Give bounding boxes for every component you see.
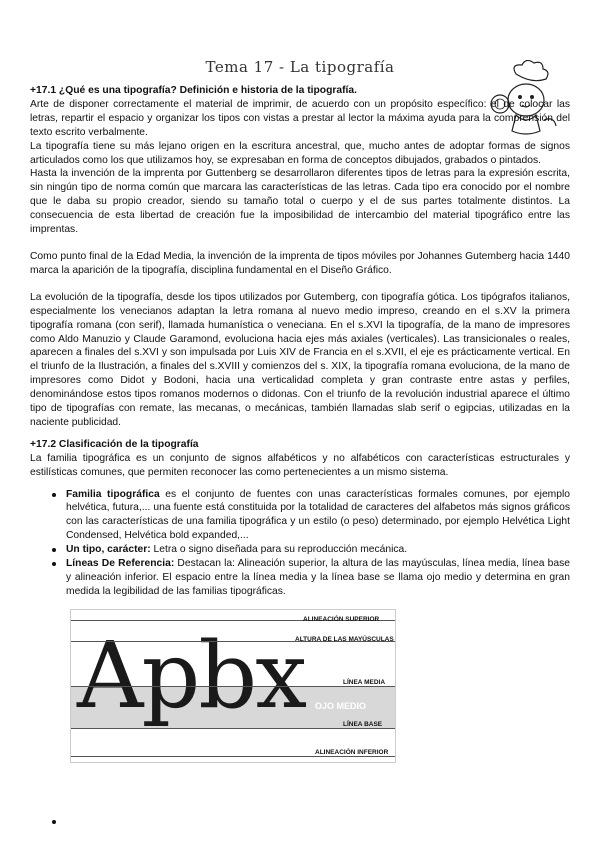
list-item-term: Un tipo, carácter: — [66, 544, 151, 556]
section-2-heading: +17.2 Clasificación de la tipografía — [30, 438, 199, 450]
label-linea-media: LÍNEA MEDIA — [343, 678, 386, 686]
document-body — [30, 84, 570, 763]
label-alineacion-superior: ALINEACIÓN SUPERIOR — [303, 615, 380, 623]
page-title: Tema 17 - La tipografía — [205, 58, 395, 76]
paragraph: La evolución de la tipografía, desde los tipos utilizados por Gutemberg, con tipografía gótica. Los tipógrafos italianos, especialmente los venecianos adaptan la letra romana al nuevo medio impreso, creando en el s.XV la primera tipografía romana (con serif), llamada humanística o veneciana. En el s.XVI la tipografía, de la mano de impresores como Aldo Manuzio y Claude Garamond, evoluciona hacia ejes más axiales (verticales). Las transicionales o reales, aparecen a finales del s.XVI y son impulsada por Luis XIV de Francia en el s.XVII, el eje es prácticamente vertical. En el triunfo de la Ilustración, a finales del s.XVIII y comienzos del s. XIX, la tipografía romana evoluciona, de la mano de impresores como Didot y Bodoni, hacia una verticalidad completa y gran contraste entre astas y perfiles, denominándose estos tipos romanos modernos o didonas. Con el triunfo de la revolución industrial aparece el último tipo de tipografías con remate, las mecanas, o mecánicas, también llamadas slab serif o egipcias, utilizadas en la naciente publicidad. — [30, 291, 570, 428]
list-item-text: Letra o signo diseñada para su reproducción mecánica. — [150, 544, 408, 556]
label-altura-mayusculas: ALTURA DE LAS MAYÚSCULAS — [295, 635, 394, 643]
reference-lines-figure — [70, 609, 396, 763]
paragraph: Arte de disponer correctamente el material de imprimir, de acuerdo con un propósito específico: el de colocar las letras, repartir el espacio y organizar los tipos con vistas a prestar al lector la máxima ayuda para la comprensión del texto escrito verbalmente. — [30, 98, 570, 138]
definition-list — [30, 488, 570, 599]
list-item-text: es el conjunto de fuentes con unas características formales comunes, por ejemplo helvética, futura,... una fuente está constituida por la totalidad de caracteres del alfabetos más signos gráficos con las características de una familia tipográfica y un estilo (o peso) determinado, por ejemplo Helvética Light Condensed, Helvética bold expanded,... — [66, 488, 570, 542]
paragraph: La familia tipográfica es un conjunto de signos alfabéticos y no alfabéticos con características estructurales y estilísticas comunes, que permiten reconocer las como pertenecientes a un mismo sistema. — [30, 452, 570, 478]
empty-bullet — [52, 820, 56, 824]
list-item-text: Destacan la: Alineación superior, la altura de las mayúsculas, línea media, línea base y alineación inferior. El espacio entre la línea media y la línea base se llama ojo medio y determina en gran medida la legibilidad de las familias tipográficas. — [66, 558, 570, 597]
label-alineacion-inferior: ALINEACIÓN INFERIOR — [315, 748, 389, 756]
list-item — [66, 557, 570, 599]
list-item-term: Familia tipográfica — [66, 488, 160, 500]
label-ojo-medio: OJO MEDIO — [315, 700, 367, 711]
section-1-heading: +17.1 ¿Qué es una tipografía? Definición e historia de la tipografía. — [30, 85, 357, 96]
figure-sample-letters: Apbx — [77, 621, 306, 729]
paragraph: La tipografía tiene su más lejano origen en la escritura ancestral, que, mucho antes de adoptar formas de signos articulados como los que utilizamos hoy, se expresaban en forma de conceptos dibujados, grabados o pintados. — [30, 140, 570, 166]
list-item — [66, 488, 570, 544]
paragraph: Hasta la invención de la imprenta por Guttenberg se desarrollaron diferentes tipos de letras para la expresión escrita, sin ningún tipo de norma común que marcara las características de las letras. Cada tipo era conocido por el nombre que le daba su propio creador, siendo su tamaño total o cuerpo y el de sus partes totalmente distintos. La consecuencia de esta libertad de creación fue la imposibilidad de intercambio del material tipográfico entre las imprentas. — [30, 168, 570, 236]
list-item-term: Líneas De Referencia: — [66, 558, 175, 570]
label-linea-base: LÍNEA BASE — [343, 720, 383, 728]
list-item — [66, 543, 570, 557]
paragraph: Como punto final de la Edad Media, la invención de la imprenta de tipos móviles por Johannes Gutemberg hacia 1440 marca la aparición de la tipografía, disciplina fundamental en el Diseño Gráfico. — [30, 250, 570, 276]
